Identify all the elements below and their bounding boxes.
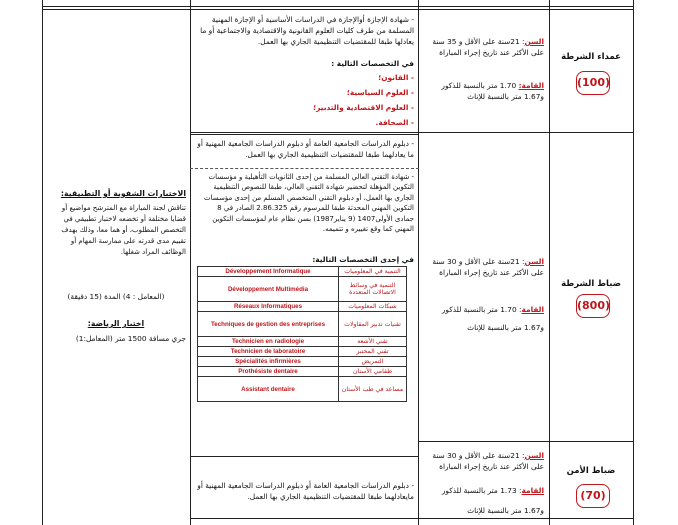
specialty-fr: Développement Multimédia [198, 277, 339, 302]
diploma-technician-text: - شهادة التقني العالي المسلمة من إحدى الثانويات التأهيلية و مؤسسات التكوين المؤهلة لتحضير شهادة التقني العالي، طبقا للنصوص التنظيمية الجاري بها العمل، أو دبلوم التقني المتخصص المسلم من إحدى مؤسسات التكوين المهني المحدثة طبقا للمرسوم رقم 2.86.325 الصادر في 8 جمادى الأولى1407 (9 يناير1987) بسن نظام عام لمؤسسات التكوين المهني كما وقع تغييره و تتميمه. [204, 173, 414, 234]
table-border [418, 0, 419, 525]
age-text: : 21سنة على الأقل و 30 سنة على الأكثر عند تاريخ إجراء المباراة [432, 451, 544, 471]
oral-exam-title: الاختبارات الشفوية أو التطبيقية: [60, 189, 186, 198]
table-row [198, 367, 407, 377]
specialty-item: - الصحافة. [375, 118, 414, 127]
table-row [198, 357, 407, 367]
specialty-ar: تقنيات تدبير المقاولات [339, 312, 407, 337]
specialty-fr: Prothésiste dentaire [198, 367, 339, 377]
specialty-fr: Technicien en radiologie [198, 337, 339, 347]
rank-count-badge: (100) [576, 71, 610, 95]
age-label: السن [524, 37, 544, 46]
height-text: : 1.73 متر بالنسبة للذكور [441, 486, 522, 495]
rank-title: ضباط الأمن [566, 466, 616, 476]
specialty-ar: التمريض [339, 357, 407, 367]
table-border [42, 0, 43, 525]
dashed-separator [190, 168, 419, 170]
specialty-fr: Technicien de laboratoire [198, 347, 339, 357]
specialty-fr: Réseaux Informatiques [198, 302, 339, 312]
table-border [549, 0, 550, 525]
height-label: القامة [521, 486, 544, 495]
table-row [198, 312, 407, 337]
age-text: : 21سنة على الأقل و 35 سنة على الأكثر عند تاريخ إجراء المباراة [432, 37, 544, 57]
table-border [418, 132, 634, 133]
oral-exam-text: تناقش لجنة المباراة مع المترشح مواضيع أو قضايا مختلفة أو تخضعه لاختبار تطبيقي في التخصص المطلوب، أو هما معا، وذلك بهدف تقييم مدى قدرته على ممارسة المهام أو الوظائف المراد شغلها. [61, 204, 186, 256]
height-condition-female: و1.67 متر بالنسبة للإناث [467, 323, 544, 332]
specialty-item: - القانون؛ [378, 73, 414, 82]
specialty-ar: التنمية في وسائط الاتصالات المتعددة [339, 277, 407, 302]
specialty-ar: مساعد في طب الأسنان [339, 377, 407, 402]
specialty-item: - العلوم السياسية؛ [346, 88, 414, 97]
specialty-ar: التنمية في المعلوميات [339, 267, 407, 277]
table-row [198, 302, 407, 312]
age-condition [424, 450, 544, 472]
table-row [198, 267, 407, 277]
age-condition [424, 256, 544, 278]
age-text: : 21سنة على الأقل و 30 سنة على الأكثر عند تاريخ إجراء المباراة [432, 257, 544, 277]
rank-title: ضباط الشرطة [561, 279, 621, 289]
height-condition [424, 304, 544, 315]
sport-exam-text: جري مسافة 1500 متر (المعامل:1) [75, 334, 186, 343]
height-text: 1.70 متر بالنسبة للذكور و1.67 متر بالنسبة للإناث [441, 81, 544, 101]
height-condition [424, 485, 544, 496]
height-text: : 1.70 متر بالنسبة للذكور [441, 305, 522, 314]
specialty-fr: Spécialités infirmières [198, 357, 339, 367]
diploma-general-text: - دبلوم الدراسات الجامعية العامة أو دبلوم الدراسات الجامعية المهنية أو مايعادلهما طبقا للمقتضيات التنظيمية الجاري بها العمل. [197, 481, 414, 501]
height-condition [424, 80, 544, 102]
height-label: القامة: [518, 81, 544, 90]
specialties-title: في إحدى التخصصات التالية: [312, 255, 414, 264]
age-label: السن [524, 257, 544, 266]
table-border [42, 9, 634, 10]
specialties-table [197, 266, 407, 402]
diploma-general-text: - دبلوم الدراسات الجامعية العامة أو دبلوم الدراسات الجامعية المهنية أو ما يعادلهما طبقا للمقتضيات التنظيمية الجاري بها العمل. [197, 139, 414, 159]
age-condition [424, 36, 544, 58]
specialty-ar: تقني الأشعة [339, 337, 407, 347]
specialty-ar: شبكات المعلوميات [339, 302, 407, 312]
table-border [190, 518, 634, 519]
rank-count-badge: (70) [576, 484, 610, 508]
table-border [190, 132, 419, 133]
rank-title: عمداء الشرطة [561, 52, 621, 62]
table-border [42, 6, 634, 7]
specialty-ar: تقني المختبر [339, 347, 407, 357]
table-row [198, 277, 407, 302]
rank-count-badge: (800) [576, 294, 610, 318]
height-condition-female: و1.67 متر بالنسبة للإناث [467, 506, 544, 515]
specialty-ar: طقامي الأسنان [339, 367, 407, 377]
table-row [198, 347, 407, 357]
specialty-fr: Techniques de gestion des entreprises [198, 312, 339, 337]
specialties-title: في التخصصات التالية : [331, 59, 414, 68]
specialty-fr: Assistant dentaire [198, 377, 339, 402]
table-border [190, 134, 419, 135]
age-label: السن [524, 451, 544, 460]
table-border [633, 0, 634, 525]
table-row [198, 337, 407, 347]
sport-exam-title: اختبار الرياضة: [87, 319, 145, 328]
table-border [190, 0, 191, 525]
height-label: القامة [521, 305, 544, 314]
table-border [190, 456, 419, 457]
table-row [198, 377, 407, 402]
specialty-fr: Développement Informatique [198, 267, 339, 277]
table-border [418, 441, 634, 442]
specialty-item: - العلوم الاقتصادية والتدبير؛ [313, 103, 414, 112]
diploma-license-text: - شهادة الإجازة أوالإجازة في الدراسات الأساسية أو الإجازة المهنية المسلمة من طرف كليات العلوم القانونية والاقتصادية والاجتماعية أو ما يعادلها طبقا للمقتضيات التنظيمية الجاري بها العمل. [200, 15, 414, 46]
oral-exam-coefficient: (المعامل : 4) المدة (15 دقيقة) [67, 292, 165, 301]
